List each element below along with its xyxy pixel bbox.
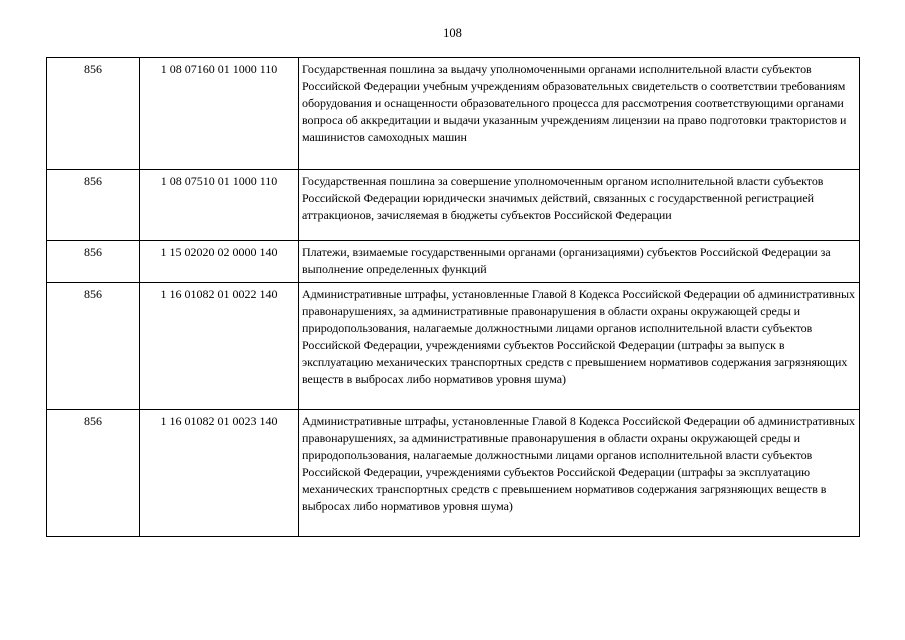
classification-code-cell: 1 15 02020 02 0000 140 (140, 241, 299, 283)
description-cell: Административные штрафы, установленные Главой 8 Кодекса Российской Федерации об административных правонарушениях, за административные правонарушения в области охраны окружающей среды и природопользования, налагаемые должностными лицами органов исполнительной власти субъектов Российской Федерации, учреждениями субъектов Российской Федерации (штрафы за выпуск в эксплуатацию механических транспортных средств с превышением нормативов содержания загрязняющих веществ в выбросах либо нормативов уровня шума) (299, 283, 860, 410)
page-number: 108 (443, 26, 462, 40)
description-cell: Государственная пошлина за выдачу уполномоченными органами исполнительной власти субъектов Российской Федерации учебным учреждениям образовательных свидетельств о соответствии требованиям оборудования и оснащенности образовательного процесса для рассмотрения соответствующими органами вопроса об аккредитации и выдачи указанным учреждениям лицензии на право подготовки трактористов и машинистов самоходных машин (299, 58, 860, 170)
admin-code-cell: 856 (47, 58, 140, 170)
table-row (47, 283, 860, 410)
table-row (47, 410, 860, 537)
classification-code-cell: 1 08 07510 01 1000 110 (140, 170, 299, 241)
table-row (47, 58, 860, 170)
description-cell: Административные штрафы, установленные Главой 8 Кодекса Российской Федерации об административных правонарушениях, за административные правонарушения в области охраны окружающей среды и природопользования, налагаемые должностными лицами органов исполнительной власти субъектов Российской Федерации, учреждениями субъектов Российской Федерации (штрафы за эксплуатацию механических транспортных средств с превышением нормативов содержания загрязняющих веществ в выбросах либо нормативов уровня шума) (299, 410, 860, 537)
table-row (47, 241, 860, 283)
description-cell: Платежи, взимаемые государственными органами (организациями) субъектов Российской Федерации за выполнение определенных функций (299, 241, 860, 283)
admin-code-cell: 856 (47, 241, 140, 283)
table-row (47, 170, 860, 241)
classification-code-cell: 1 16 01082 01 0023 140 (140, 410, 299, 537)
budget-codes-table (46, 57, 860, 537)
admin-code-cell: 856 (47, 283, 140, 410)
admin-code-cell: 856 (47, 170, 140, 241)
classification-code-cell: 1 08 07160 01 1000 110 (140, 58, 299, 170)
classification-code-cell: 1 16 01082 01 0022 140 (140, 283, 299, 410)
description-cell: Государственная пошлина за совершение уполномоченным органом исполнительной власти субъектов Российской Федерации юридически значимых действий, связанных с государственной регистрацией аттракционов, зачисляемая в бюджеты субъектов Российской Федерации (299, 170, 860, 241)
admin-code-cell: 856 (47, 410, 140, 537)
